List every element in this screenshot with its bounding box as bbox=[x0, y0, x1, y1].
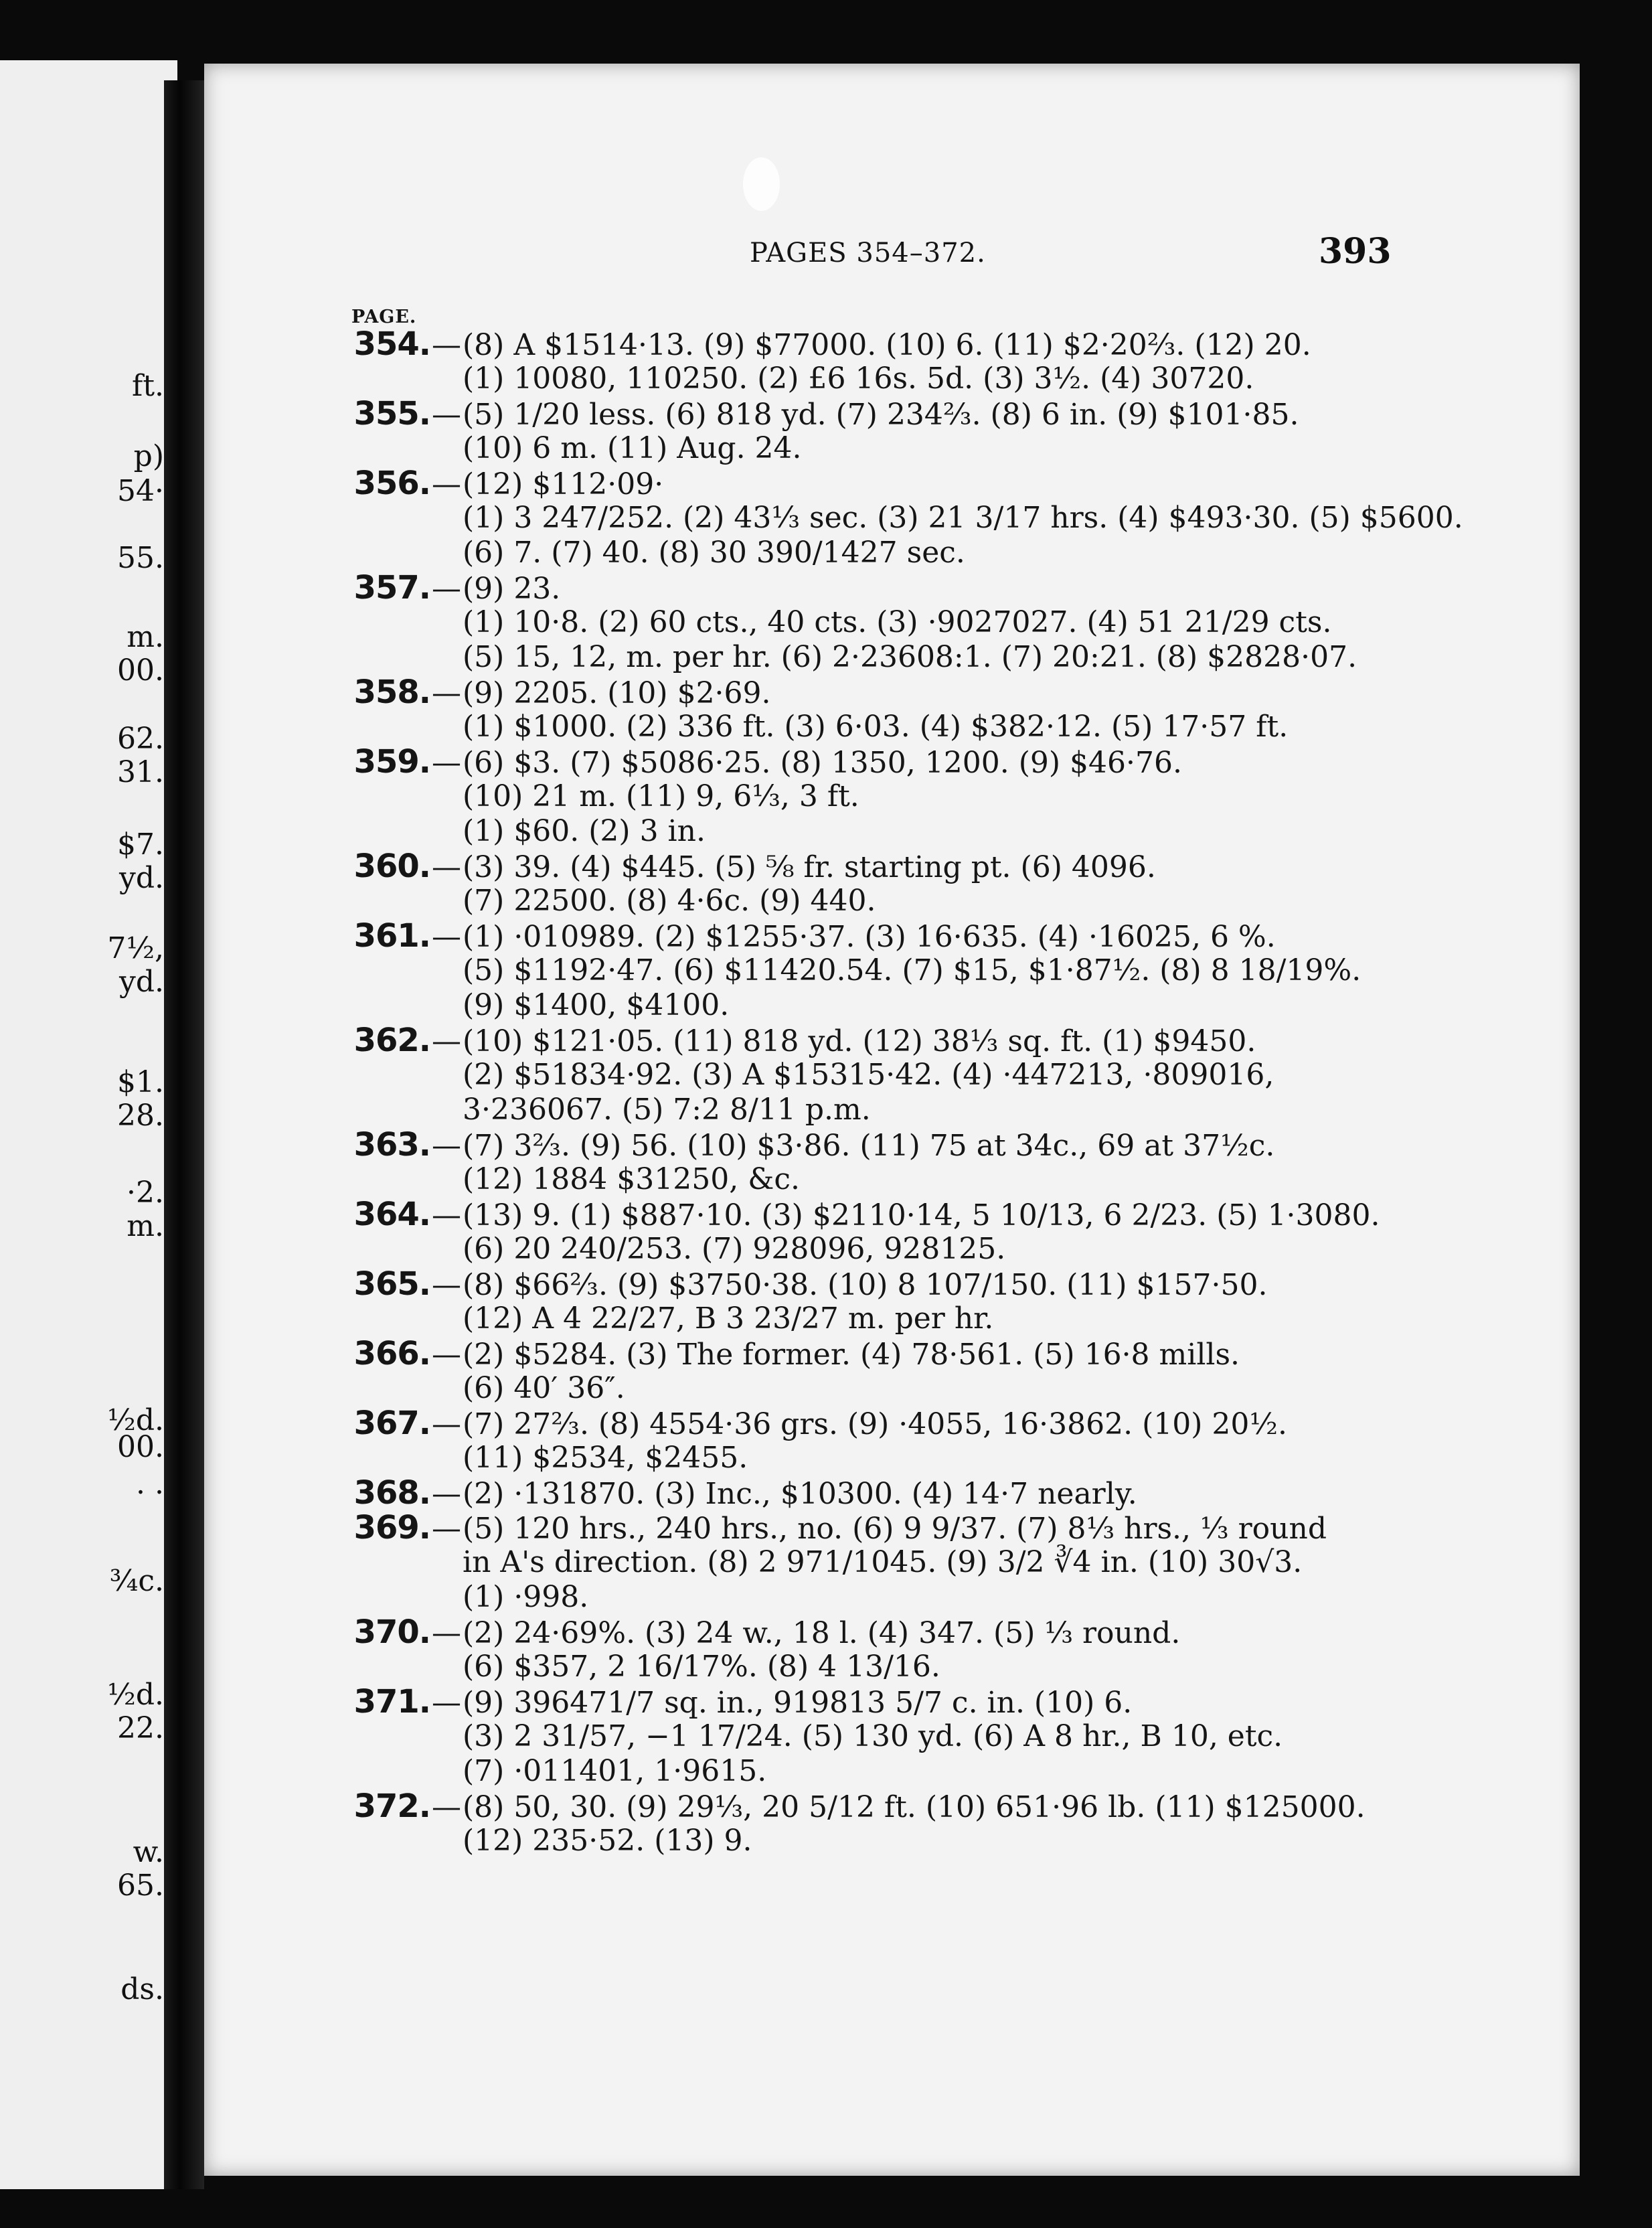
answer-line bbox=[351, 1510, 1503, 1545]
answer-text: (12) 235·52. (13) 9. bbox=[463, 1824, 752, 1858]
answer-line bbox=[351, 501, 1503, 536]
page-reference-number: 357. bbox=[353, 569, 430, 607]
answer-line bbox=[351, 431, 1503, 466]
answer-text: (7) ·011401, 1·9615. bbox=[463, 1754, 767, 1788]
previous-page-fragment: $1. bbox=[117, 1065, 164, 1099]
answer-text: (1) 10080, 110250. (2) £6 16s. 5d. (3) 3½. (4) 30720. bbox=[463, 362, 1254, 396]
answer-text: (10) $121·05. (11) 818 yd. (12) 38⅓ sq. ft. (1) $9450. bbox=[463, 1024, 1256, 1058]
page-reference-number: 355. bbox=[353, 395, 430, 432]
previous-page-fragment: 28. bbox=[117, 1099, 164, 1133]
answer-text: (10) 6 m. (11) Aug. 24. bbox=[463, 431, 802, 465]
answer-text: (1) $60. (2) 3 in. bbox=[463, 814, 706, 848]
previous-page-fragment: yd. bbox=[118, 965, 164, 999]
answer-line bbox=[351, 605, 1503, 640]
previous-page-fragment: 31. bbox=[117, 755, 164, 789]
page-reference-number: 363. bbox=[353, 1126, 430, 1164]
em-dash-separator: — bbox=[432, 328, 461, 362]
answer-text: (2) $5284. (3) The former. (4) 78·561. (5) 16·8 mills. bbox=[463, 1338, 1240, 1372]
answer-line bbox=[351, 640, 1503, 675]
previous-page-fragment: ft. bbox=[132, 369, 164, 403]
answer-text: (1) 3 247/252. (2) 43⅓ sec. (3) 21 3/17 hrs. (4) $493·30. (5) $5600. bbox=[463, 501, 1463, 535]
answer-entry bbox=[351, 744, 1503, 849]
previous-page-fragment: 22. bbox=[117, 1711, 164, 1745]
answer-entry bbox=[351, 1510, 1503, 1615]
answer-entry bbox=[351, 1684, 1503, 1789]
answer-entry bbox=[351, 396, 1503, 466]
answer-line bbox=[351, 744, 1503, 779]
answer-text: (7) 3⅔. (9) 56. (10) $3·86. (11) 75 at 34c., 69 at 37½c. bbox=[463, 1129, 1275, 1163]
previous-page-text-fragments bbox=[0, 0, 164, 2228]
previous-page-fragment: 7½, bbox=[107, 931, 164, 965]
previous-page-fragment: ¾c. bbox=[109, 1564, 164, 1598]
answer-line bbox=[351, 536, 1503, 570]
em-dash-separator: — bbox=[432, 850, 461, 884]
answer-text: (3) 39. (4) $445. (5) ⅝ fr. starting pt. (6) 4096. bbox=[463, 850, 1156, 884]
em-dash-separator: — bbox=[432, 467, 461, 501]
page-reference-number: 367. bbox=[353, 1405, 430, 1442]
answer-line bbox=[351, 327, 1503, 362]
answer-line bbox=[351, 1232, 1503, 1267]
answer-text: (10) 21 m. (11) 9, 6⅓, 3 ft. bbox=[463, 779, 859, 813]
answer-line bbox=[351, 814, 1503, 849]
previous-page-fragment: m. bbox=[127, 620, 164, 654]
answer-text: (12) $112·09· bbox=[463, 467, 664, 501]
answer-line bbox=[351, 779, 1503, 814]
entries-container bbox=[351, 327, 1503, 1858]
answer-line bbox=[351, 1615, 1503, 1650]
page-reference-number: 365. bbox=[353, 1265, 430, 1303]
page-reference-number: 360. bbox=[353, 848, 430, 885]
previous-page-fragment: 62. bbox=[117, 722, 164, 756]
em-dash-separator: — bbox=[432, 1407, 461, 1441]
answer-line bbox=[351, 1093, 1503, 1127]
answer-line bbox=[351, 849, 1503, 884]
page-reference-number: 362. bbox=[353, 1022, 430, 1059]
answer-line bbox=[351, 1441, 1503, 1476]
em-dash-separator: — bbox=[432, 1686, 461, 1720]
answer-entry bbox=[351, 1023, 1503, 1127]
previous-page-fragment: ½d. bbox=[107, 1678, 164, 1712]
em-dash-separator: — bbox=[432, 920, 461, 954]
answer-line bbox=[351, 1824, 1503, 1858]
answer-line bbox=[351, 1336, 1503, 1371]
answer-line bbox=[351, 1127, 1503, 1162]
answer-line bbox=[351, 675, 1503, 710]
page-column-label: PAGE. bbox=[351, 307, 417, 327]
previous-page-fragment: 55. bbox=[117, 541, 164, 575]
book-gutter bbox=[164, 80, 204, 2189]
answer-entry bbox=[351, 1476, 1503, 1510]
answer-entry bbox=[351, 466, 1503, 570]
page-reference-number: 369. bbox=[353, 1509, 430, 1546]
answer-entry bbox=[351, 1406, 1503, 1476]
answer-line bbox=[351, 362, 1503, 396]
answer-entry bbox=[351, 675, 1503, 744]
em-dash-separator: — bbox=[432, 1024, 461, 1058]
answer-text: (13) 9. (1) $887·10. (3) $2110·14, 5 10/13, 6 2/23. (5) 1·3080. bbox=[463, 1198, 1380, 1232]
page-number: 393 bbox=[1319, 231, 1392, 272]
em-dash-separator: — bbox=[432, 1512, 461, 1546]
previous-page-fragment: 65. bbox=[117, 1868, 164, 1903]
em-dash-separator: — bbox=[432, 1268, 461, 1302]
answer-entry bbox=[351, 1267, 1503, 1336]
answer-line bbox=[351, 1580, 1503, 1615]
answer-line bbox=[351, 1650, 1503, 1684]
answer-text: (9) 2205. (10) $2·69. bbox=[463, 676, 771, 710]
answer-line bbox=[351, 1684, 1503, 1719]
em-dash-separator: — bbox=[432, 1477, 461, 1511]
answer-line bbox=[351, 710, 1503, 744]
answer-line bbox=[351, 1162, 1503, 1197]
answer-text: (6) $3. (7) $5086·25. (8) 1350, 1200. (9) $46·76. bbox=[463, 746, 1182, 780]
page-reference-number: 370. bbox=[353, 1613, 430, 1651]
em-dash-separator: — bbox=[432, 572, 461, 606]
answer-entry bbox=[351, 327, 1503, 396]
previous-page-fragment: 00. bbox=[117, 1430, 164, 1464]
answer-text: (1) 10·8. (2) 60 cts., 40 cts. (3) ·9027027. (4) 51 21/29 cts. bbox=[463, 605, 1332, 639]
answer-text: 3·236067. (5) 7:2 8/11 p.m. bbox=[463, 1093, 871, 1127]
page-reference-number: 364. bbox=[353, 1196, 430, 1233]
answer-text: (2) 24·69%. (3) 24 w., 18 l. (4) 347. (5) ⅓ round. bbox=[463, 1616, 1181, 1650]
scan-blemish bbox=[743, 157, 780, 211]
answer-text: (8) 50, 30. (9) 29⅓, 20 5/12 ft. (10) 651·96 lb. (11) $125000. bbox=[463, 1790, 1366, 1824]
answer-line bbox=[351, 466, 1503, 501]
answer-text: (6) 40′ 36″. bbox=[463, 1371, 625, 1405]
answer-text: (9) 396471/7 sq. in., 919813 5/7 c. in. (10) 6. bbox=[463, 1686, 1133, 1720]
answer-text: (5) 15, 12, m. per hr. (6) 2·23608:1. (7) 20:21. (8) $2828·07. bbox=[463, 640, 1357, 674]
answer-text: (11) $2534, $2455. bbox=[463, 1441, 748, 1475]
previous-page-fragment: m. bbox=[127, 1209, 164, 1243]
answer-line bbox=[351, 988, 1503, 1023]
answer-text: (12) 1884 $31250, &c. bbox=[463, 1162, 801, 1196]
answer-line bbox=[351, 1476, 1503, 1510]
answer-text: (8) $66⅔. (9) $3750·38. (10) 8 107/150. (11) $157·50. bbox=[463, 1268, 1268, 1302]
book-page bbox=[204, 64, 1580, 2176]
page-reference-number: 366. bbox=[353, 1335, 430, 1372]
em-dash-separator: — bbox=[432, 1338, 461, 1372]
answer-line bbox=[351, 919, 1503, 953]
answer-text: (6) 20 240/253. (7) 928096, 928125. bbox=[463, 1232, 1006, 1266]
em-dash-separator: — bbox=[432, 398, 461, 432]
answer-line bbox=[351, 953, 1503, 988]
em-dash-separator: — bbox=[432, 1198, 461, 1232]
previous-page-fragment: . . bbox=[136, 1467, 164, 1501]
answer-text: (7) 22500. (8) 4·6c. (9) 440. bbox=[463, 884, 876, 918]
running-head: PAGES 354–372. bbox=[750, 238, 986, 268]
answer-text: (1) ·010989. (2) $1255·37. (3) 16·635. (4) ·16025, 6 %. bbox=[463, 920, 1276, 954]
page-reference-number: 361. bbox=[353, 917, 430, 955]
page-reference-number: 368. bbox=[353, 1474, 430, 1512]
em-dash-separator: — bbox=[432, 1616, 461, 1650]
answer-line bbox=[351, 1789, 1503, 1824]
answer-entry bbox=[351, 1127, 1503, 1197]
answer-text: (2) $51834·92. (3) A $15315·42. (4) ·447213, ·809016, bbox=[463, 1058, 1274, 1092]
answer-text: (2) ·131870. (3) Inc., $10300. (4) 14·7 nearly. bbox=[463, 1477, 1137, 1511]
answer-line bbox=[351, 1371, 1503, 1406]
em-dash-separator: — bbox=[432, 746, 461, 780]
answer-text: (1) $1000. (2) 336 ft. (3) 6·03. (4) $382·12. (5) 17·57 ft. bbox=[463, 710, 1289, 744]
previous-page-fragment: 00. bbox=[117, 653, 164, 688]
page-reference-number: 354. bbox=[353, 325, 430, 363]
answer-line bbox=[351, 1301, 1503, 1336]
previous-page-fragment: ds. bbox=[120, 1972, 164, 2006]
previous-page-fragment: p) bbox=[133, 439, 164, 473]
previous-page-fragment: ·2. bbox=[127, 1176, 164, 1210]
answer-line bbox=[351, 570, 1503, 605]
answer-line bbox=[351, 1267, 1503, 1301]
answer-text: (1) ·998. bbox=[463, 1580, 589, 1614]
answer-entry bbox=[351, 849, 1503, 919]
answer-entry bbox=[351, 1789, 1503, 1858]
page-reference-number: 358. bbox=[353, 673, 430, 711]
answer-line bbox=[351, 1058, 1503, 1093]
answer-text: (6) $357, 2 16/17%. (8) 4 13/16. bbox=[463, 1650, 940, 1684]
answer-line bbox=[351, 884, 1503, 919]
answer-text: (9) 23. bbox=[463, 572, 561, 606]
answer-text: (5) 1/20 less. (6) 818 yd. (7) 234⅔. (8) 6 in. (9) $101·85. bbox=[463, 398, 1299, 432]
page-reference-number: 372. bbox=[353, 1787, 430, 1825]
em-dash-separator: — bbox=[432, 1129, 461, 1163]
em-dash-separator: — bbox=[432, 1790, 461, 1824]
answer-text: (5) 120 hrs., 240 hrs., no. (6) 9 9/37. (7) 8⅓ hrs., ⅓ round bbox=[463, 1512, 1327, 1546]
answer-line bbox=[351, 1406, 1503, 1441]
answer-entry bbox=[351, 919, 1503, 1023]
answer-line bbox=[351, 1719, 1503, 1754]
previous-page-fragment: w. bbox=[133, 1835, 164, 1869]
answer-text: (7) 27⅔. (8) 4554·36 grs. (9) ·4055, 16·3862. (10) 20½. bbox=[463, 1407, 1288, 1441]
answer-text: in A's direction. (8) 2 971/1045. (9) 3/2 ∛4 in. (10) 30√3. bbox=[463, 1545, 1303, 1579]
em-dash-separator: — bbox=[432, 676, 461, 710]
answer-entry bbox=[351, 1197, 1503, 1267]
answer-entry bbox=[351, 570, 1503, 675]
answer-list bbox=[351, 308, 1503, 1858]
previous-page-fragment: yd. bbox=[118, 861, 164, 895]
page-reference-number: 356. bbox=[353, 465, 430, 502]
answer-line bbox=[351, 1023, 1503, 1058]
previous-page-fragment: 54· bbox=[117, 474, 164, 508]
answer-text: (9) $1400, $4100. bbox=[463, 988, 730, 1022]
answer-line bbox=[351, 1197, 1503, 1232]
page-reference-number: 371. bbox=[353, 1683, 430, 1721]
answer-text: (3) 2 31/57, −1 17/24. (5) 130 yd. (6) A 8 hr., B 10, etc. bbox=[463, 1719, 1283, 1753]
previous-page-fragment: $7. bbox=[117, 827, 164, 862]
answer-text: (5) $1192·47. (6) $11420.54. (7) $15, $1·87½. (8) 8 18/19%. bbox=[463, 953, 1361, 987]
answer-entry bbox=[351, 1615, 1503, 1684]
previous-page-fragment: ½d. bbox=[107, 1403, 164, 1437]
answer-text: (12) A 4 22/27, B 3 23/27 m. per hr. bbox=[463, 1301, 994, 1336]
answer-line bbox=[351, 1754, 1503, 1789]
answer-entry bbox=[351, 1336, 1503, 1406]
answer-line bbox=[351, 1545, 1503, 1580]
answer-text: (8) A $1514·13. (9) $77000. (10) 6. (11) $2·20⅔. (12) 20. bbox=[463, 328, 1311, 362]
page-reference-number: 359. bbox=[353, 743, 430, 781]
answer-text: (6) 7. (7) 40. (8) 30 390/1427 sec. bbox=[463, 536, 965, 570]
answer-line bbox=[351, 396, 1503, 431]
